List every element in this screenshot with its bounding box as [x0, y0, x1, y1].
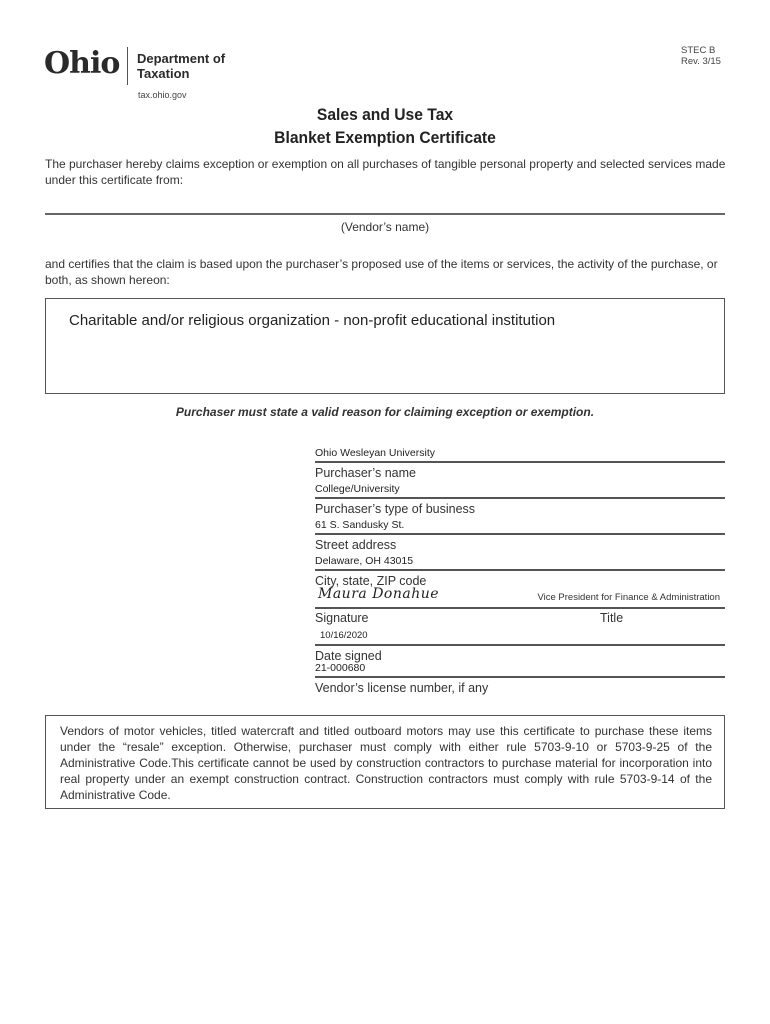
title-label: Title [600, 611, 624, 625]
form-code: STEC B [681, 45, 716, 56]
city-state-zip-value: Delaware, OH 43015 [315, 555, 414, 567]
document-title [31, 103, 739, 149]
street-address-value: 61 S. Sandusky St. [315, 519, 405, 531]
website-text: tax.ohio.gov [138, 90, 187, 100]
city-state-zip-label: City, state, ZIP code [315, 574, 427, 588]
city-state-zip-field[interactable] [315, 555, 725, 589]
exemption-reason-box[interactable] [45, 298, 725, 394]
field-rule [315, 533, 725, 535]
signature-value[interactable]: Maura Donahue [318, 586, 440, 602]
form-identifier [681, 45, 721, 67]
date-signed-value: 10/16/2020 [320, 630, 368, 641]
street-address-field[interactable] [315, 519, 725, 553]
form-revision: Rev. 3/15 [681, 56, 721, 67]
vendor-name-field[interactable] [45, 196, 725, 212]
vendor-license-field[interactable] [315, 662, 725, 696]
vendor-license-label: Vendor’s license number, if any [315, 681, 489, 695]
purchaser-name-field[interactable] [315, 447, 725, 481]
title-value[interactable]: Vice President for Finance & Administration [537, 592, 720, 603]
notice-text: Vendors of motor vehicles, titled watercraft and titled outboard motors may use this certificate to purchase these items under the “resale” exception. Otherwise, purchaser must comply with either rule 5703-9-10 or 5703-9-25 of the Administrative Code.This certificate cannot be used by construction contractors to purchase material for incorporation into real property under an exempt construction contract. Construction contractors must comply with rule 5703-9-14 of the Administrative Code. [60, 724, 712, 802]
certify-paragraph: and certifies that the claim is based upon the purchaser’s proposed use of the items or services, the activity of the purchase, or both, as shown hereon: [45, 257, 718, 287]
street-address-label: Street address [315, 538, 397, 552]
vendor-name-rule [45, 213, 725, 215]
ohio-logo: Ohio [44, 46, 120, 81]
department-line-2: Taxation [137, 66, 190, 81]
business-type-label: Purchaser’s type of business [315, 502, 476, 516]
vendor-license-value: 21-000680 [315, 662, 366, 674]
field-rule [315, 676, 725, 678]
signature-title-field[interactable] [315, 586, 725, 627]
business-type-field[interactable] [315, 483, 725, 517]
title-line-2: Blanket Exemption Certificate [274, 128, 496, 147]
notice-box [45, 715, 725, 809]
reason-warning: Purchaser must state a valid reason for claiming exception or exemption. [175, 405, 595, 419]
title-line-1: Sales and Use Tax [316, 105, 454, 124]
business-type-value: College/University [315, 483, 400, 495]
field-rule [315, 644, 725, 646]
exemption-reason-value: Charitable and/or religious organization - non-profit educational institution [69, 312, 556, 329]
field-rule [315, 497, 725, 499]
field-rule [315, 461, 725, 463]
signature-label: Signature [315, 611, 369, 625]
intro-paragraph: The purchaser hereby claims exception or exemption on all purchases of tangible personal property and selected services made under this certificate from: [45, 157, 726, 187]
date-signed-field[interactable] [315, 629, 725, 664]
field-rule [315, 569, 725, 571]
logo-divider [127, 47, 128, 85]
purchaser-name-label: Purchaser’s name [315, 466, 416, 480]
department-name [137, 51, 225, 81]
purchaser-name-value: Ohio Wesleyan University [315, 447, 436, 459]
department-line-1: Department of [137, 51, 226, 66]
date-signed-label: Date signed [315, 649, 382, 663]
vendor-name-caption: (Vendor’s name) [340, 220, 430, 234]
